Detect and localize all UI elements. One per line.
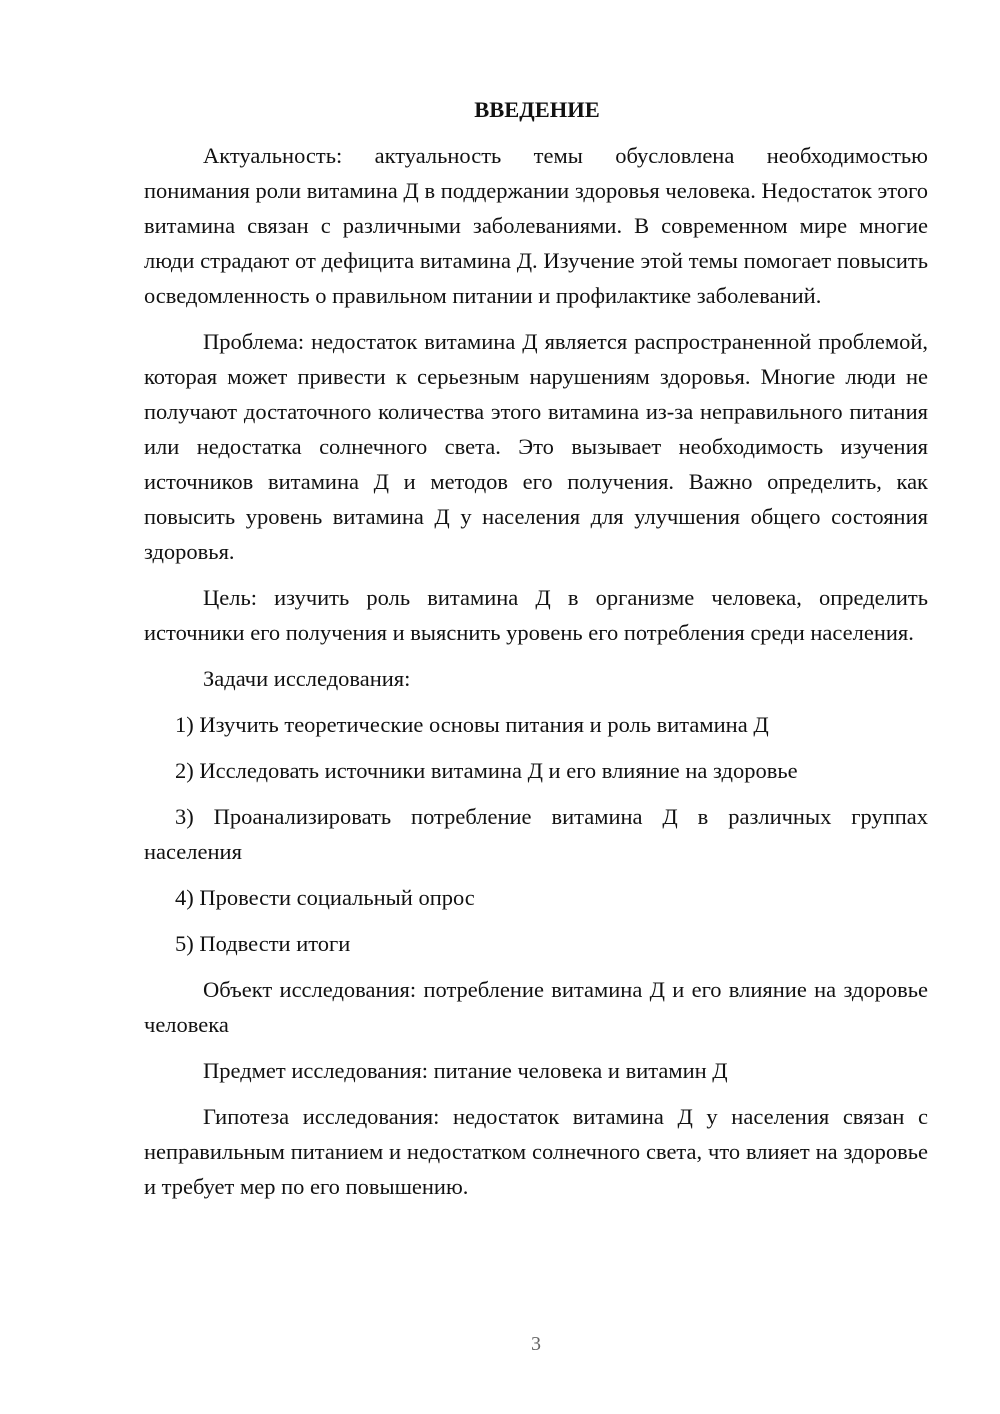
problem-paragraph: Проблема: недостаток витамина Д является распространенной проблемой, которая может привести к серьезным нарушениям здоровья. Многие люди не получают достаточного количества этого витамина из-за неправильного питания или недостатка солнечного света. Это вызывает необходимость изучения источников витамина Д и методов его получения. Важно определить, как повысить уровень витамина Д у населения для улучшения общего состояния здоровья.: [144, 329, 928, 564]
section-title: ВВЕДЕНИЕ: [474, 97, 600, 122]
task-item-5: 5) Подвести итоги: [175, 931, 351, 956]
tasks-heading: Задачи исследования:: [203, 666, 411, 691]
task-item-3: 3) Проанализировать потребление витамина Д в различных группах населения: [144, 804, 928, 864]
page-content: [144, 92, 928, 1215]
object-paragraph: Объект исследования: потребление витамина Д и его влияние на здоровье человека: [144, 977, 928, 1037]
task-item-4: 4) Провести социальный опрос: [175, 885, 475, 910]
hypothesis-paragraph: Гипотеза исследования: недостаток витамина Д у населения связан с неправильным питанием и недостатком солнечного света, что влияет на здоровье и требует мер по его повышению.: [144, 1104, 928, 1199]
relevance-paragraph: Актуальность: актуальность темы обусловлена необходимостью понимания роли витамина Д в поддержании здоровья человека. Недостаток этого витамина связан с различными заболеваниями. В современном мире многие люди страдают от дефицита витамина Д. Изучение этой темы помогает повысить осведомленность о правильном питании и профилактике заболеваний.: [144, 143, 928, 308]
task-item-1: 1) Изучить теоретические основы питания и роль витамина Д: [175, 712, 769, 737]
goal-paragraph: Цель: изучить роль витамина Д в организме человека, определить источники его получения и выяснить уровень его потребления среди населения.: [144, 585, 928, 645]
tasks-list: [144, 707, 928, 961]
page-number: 3: [531, 1333, 541, 1355]
subject-paragraph: Предмет исследования: питание человека и витамин Д: [203, 1058, 728, 1083]
task-item-2: 2) Исследовать источники витамина Д и его влияние на здоровье: [175, 758, 798, 783]
